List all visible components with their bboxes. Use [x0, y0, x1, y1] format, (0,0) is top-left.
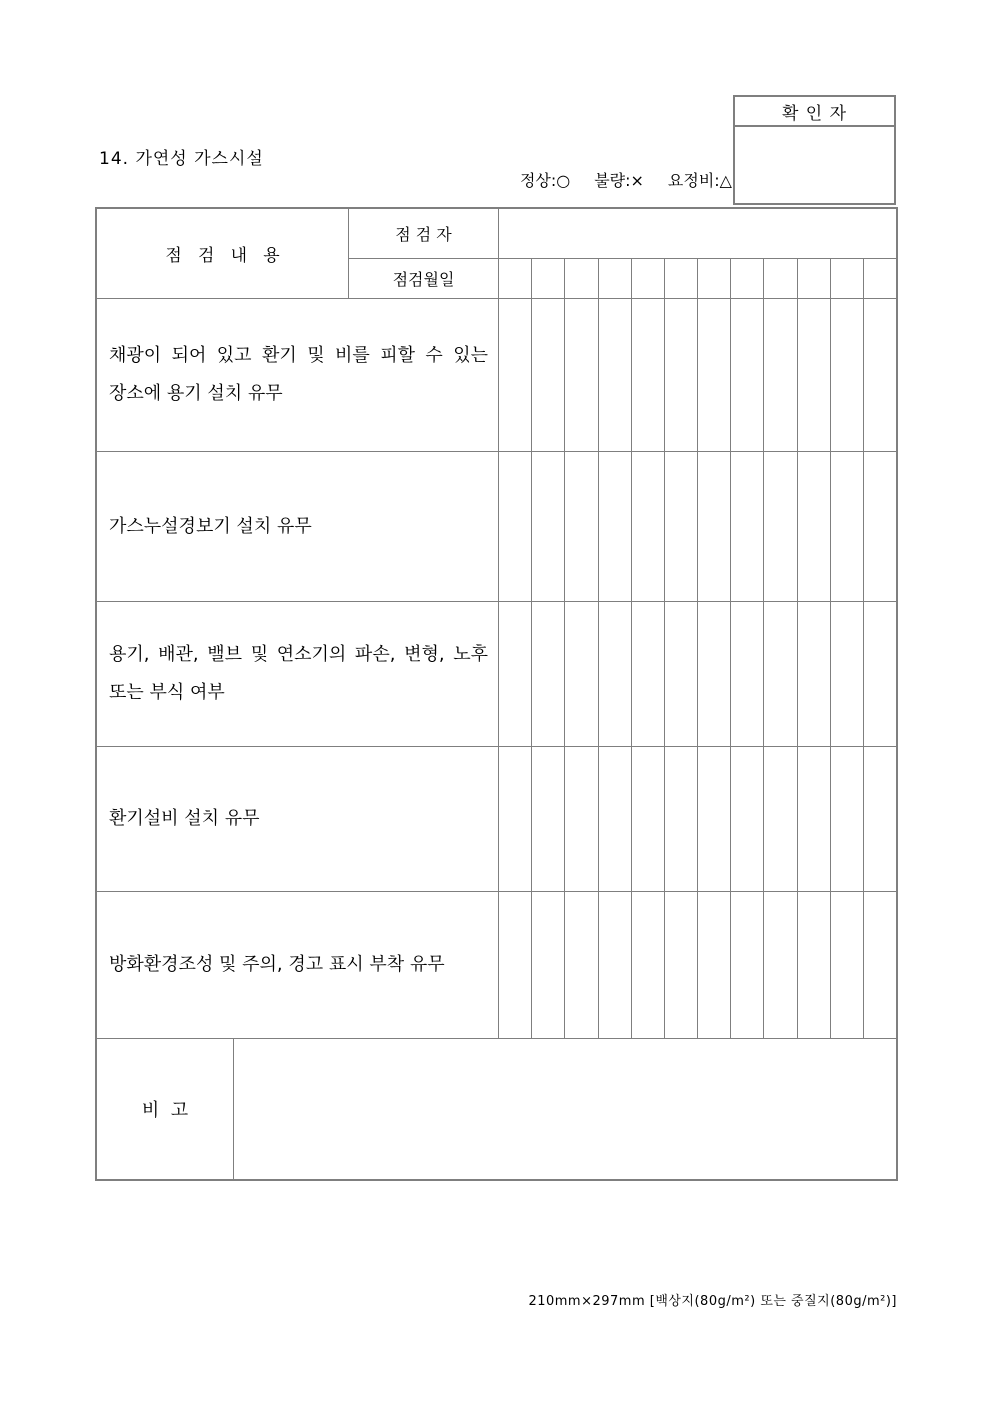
check-cell: [631, 747, 664, 891]
check-cell: [863, 602, 896, 746]
check-cell: [631, 892, 664, 1038]
legend-item-needs-repair: 요정비:△: [667, 171, 732, 190]
check-cell: [598, 299, 631, 451]
check-cell: [531, 259, 564, 298]
check-cell: [863, 259, 896, 298]
check-cell: [697, 892, 730, 1038]
check-cell: [564, 892, 597, 1038]
check-cell: [763, 602, 796, 746]
inspection-item-cell: [97, 747, 499, 891]
check-cell: [763, 747, 796, 891]
check-cell: [631, 299, 664, 451]
check-cell: [564, 299, 597, 451]
inspection-item-cell: [97, 892, 499, 1038]
check-cell: [730, 602, 763, 746]
check-cell: [598, 259, 631, 298]
check-cell: [797, 299, 830, 451]
check-cell: [830, 299, 863, 451]
inspection-row: [97, 747, 896, 892]
check-cell: [499, 259, 531, 298]
check-cell: [730, 259, 763, 298]
inspection-row: [97, 892, 896, 1039]
check-grid: [499, 452, 896, 601]
table-header: [97, 209, 896, 299]
inspector-label-cell: 점 검 자: [349, 209, 499, 258]
check-cell: [664, 747, 697, 891]
date-grid: [499, 259, 896, 298]
check-cell: [730, 452, 763, 601]
check-cell: [730, 892, 763, 1038]
check-cell: [564, 747, 597, 891]
check-cell: [631, 259, 664, 298]
check-cell: [664, 892, 697, 1038]
confirmer-title: 확 인 자: [735, 97, 894, 127]
confirmer-box: [733, 95, 896, 205]
page-title: 14. 가연성 가스시설: [99, 149, 264, 169]
check-cell: [863, 892, 896, 1038]
check-grid: [499, 299, 896, 451]
check-cell: [797, 602, 830, 746]
inspector-value-cell: [499, 209, 896, 258]
check-cell: [830, 892, 863, 1038]
date-label-cell: 점검월일: [349, 259, 499, 298]
check-cell: [664, 452, 697, 601]
confirmer-signature-area: [735, 127, 894, 203]
check-cell: [499, 299, 531, 451]
check-cell: [531, 892, 564, 1038]
check-cell: [797, 892, 830, 1038]
check-grid: [499, 747, 896, 891]
check-cell: [531, 299, 564, 451]
check-cell: [499, 747, 531, 891]
inspection-item-cell: [97, 602, 499, 746]
check-cell: [531, 452, 564, 601]
check-cell: [763, 452, 796, 601]
check-grid: [499, 602, 896, 746]
inspection-item-text: 채광이 되어 있고 환기 및 비를 피할 수 있는 장소에 용기 설치 유무: [109, 345, 488, 404]
remarks-row: [97, 1039, 896, 1179]
page-footer: 210mm×297mm [백상지(80g/m²) 또는 중질지(80g/m²)]: [528, 1294, 897, 1309]
check-grid: [499, 892, 896, 1038]
inspection-row: [97, 299, 896, 452]
remarks-content: [234, 1039, 896, 1179]
inspection-item-text: 환기설비 설치 유무: [109, 808, 260, 829]
check-cell: [531, 747, 564, 891]
check-cell: [697, 299, 730, 451]
check-cell: [697, 602, 730, 746]
check-cell: [631, 602, 664, 746]
check-cell: [830, 452, 863, 601]
remarks-label: 비 고: [97, 1039, 234, 1179]
check-cell: [598, 602, 631, 746]
inspection-item-text: 가스누설경보기 설치 유무: [109, 515, 312, 537]
check-cell: [830, 259, 863, 298]
check-cell: [631, 452, 664, 601]
check-cell: [598, 892, 631, 1038]
check-cell: [499, 452, 531, 601]
inspection-item-text: 방화환경조성 및 주의, 경고 표시 부착 유무: [109, 954, 445, 975]
check-cell: [797, 747, 830, 891]
check-cell: [763, 299, 796, 451]
legend-item-defect: 불량:×: [594, 171, 644, 190]
check-cell: [730, 747, 763, 891]
inspection-row: [97, 452, 896, 602]
check-cell: [763, 892, 796, 1038]
check-cell: [499, 602, 531, 746]
check-cell: [830, 602, 863, 746]
check-cell: [697, 452, 730, 601]
check-cell: [763, 259, 796, 298]
check-cell: [797, 452, 830, 601]
check-cell: [797, 259, 830, 298]
check-cell: [730, 299, 763, 451]
check-cell: [664, 602, 697, 746]
check-cell: [697, 747, 730, 891]
status-legend: [462, 168, 732, 191]
check-cell: [564, 452, 597, 601]
content-header-cell: 점 검 내 용: [97, 209, 349, 298]
legend-item-normal: 정상:○: [519, 171, 571, 190]
check-cell: [564, 602, 597, 746]
check-cell: [564, 259, 597, 298]
check-cell: [531, 602, 564, 746]
check-cell: [664, 299, 697, 451]
inspection-row: [97, 602, 896, 747]
inspection-item-cell: [97, 299, 499, 451]
check-cell: [598, 747, 631, 891]
check-cell: [598, 452, 631, 601]
check-cell: [830, 747, 863, 891]
inspection-item-text: 용기, 배관, 밸브 및 연소기의 파손, 변형, 노후 또는 부식 여부: [109, 644, 488, 703]
inspection-item-cell: [97, 452, 499, 601]
check-cell: [863, 747, 896, 891]
check-cell: [499, 892, 531, 1038]
check-cell: [697, 259, 730, 298]
check-cell: [863, 452, 896, 601]
inspection-table: [95, 207, 898, 1181]
check-cell: [863, 299, 896, 451]
check-cell: [664, 259, 697, 298]
